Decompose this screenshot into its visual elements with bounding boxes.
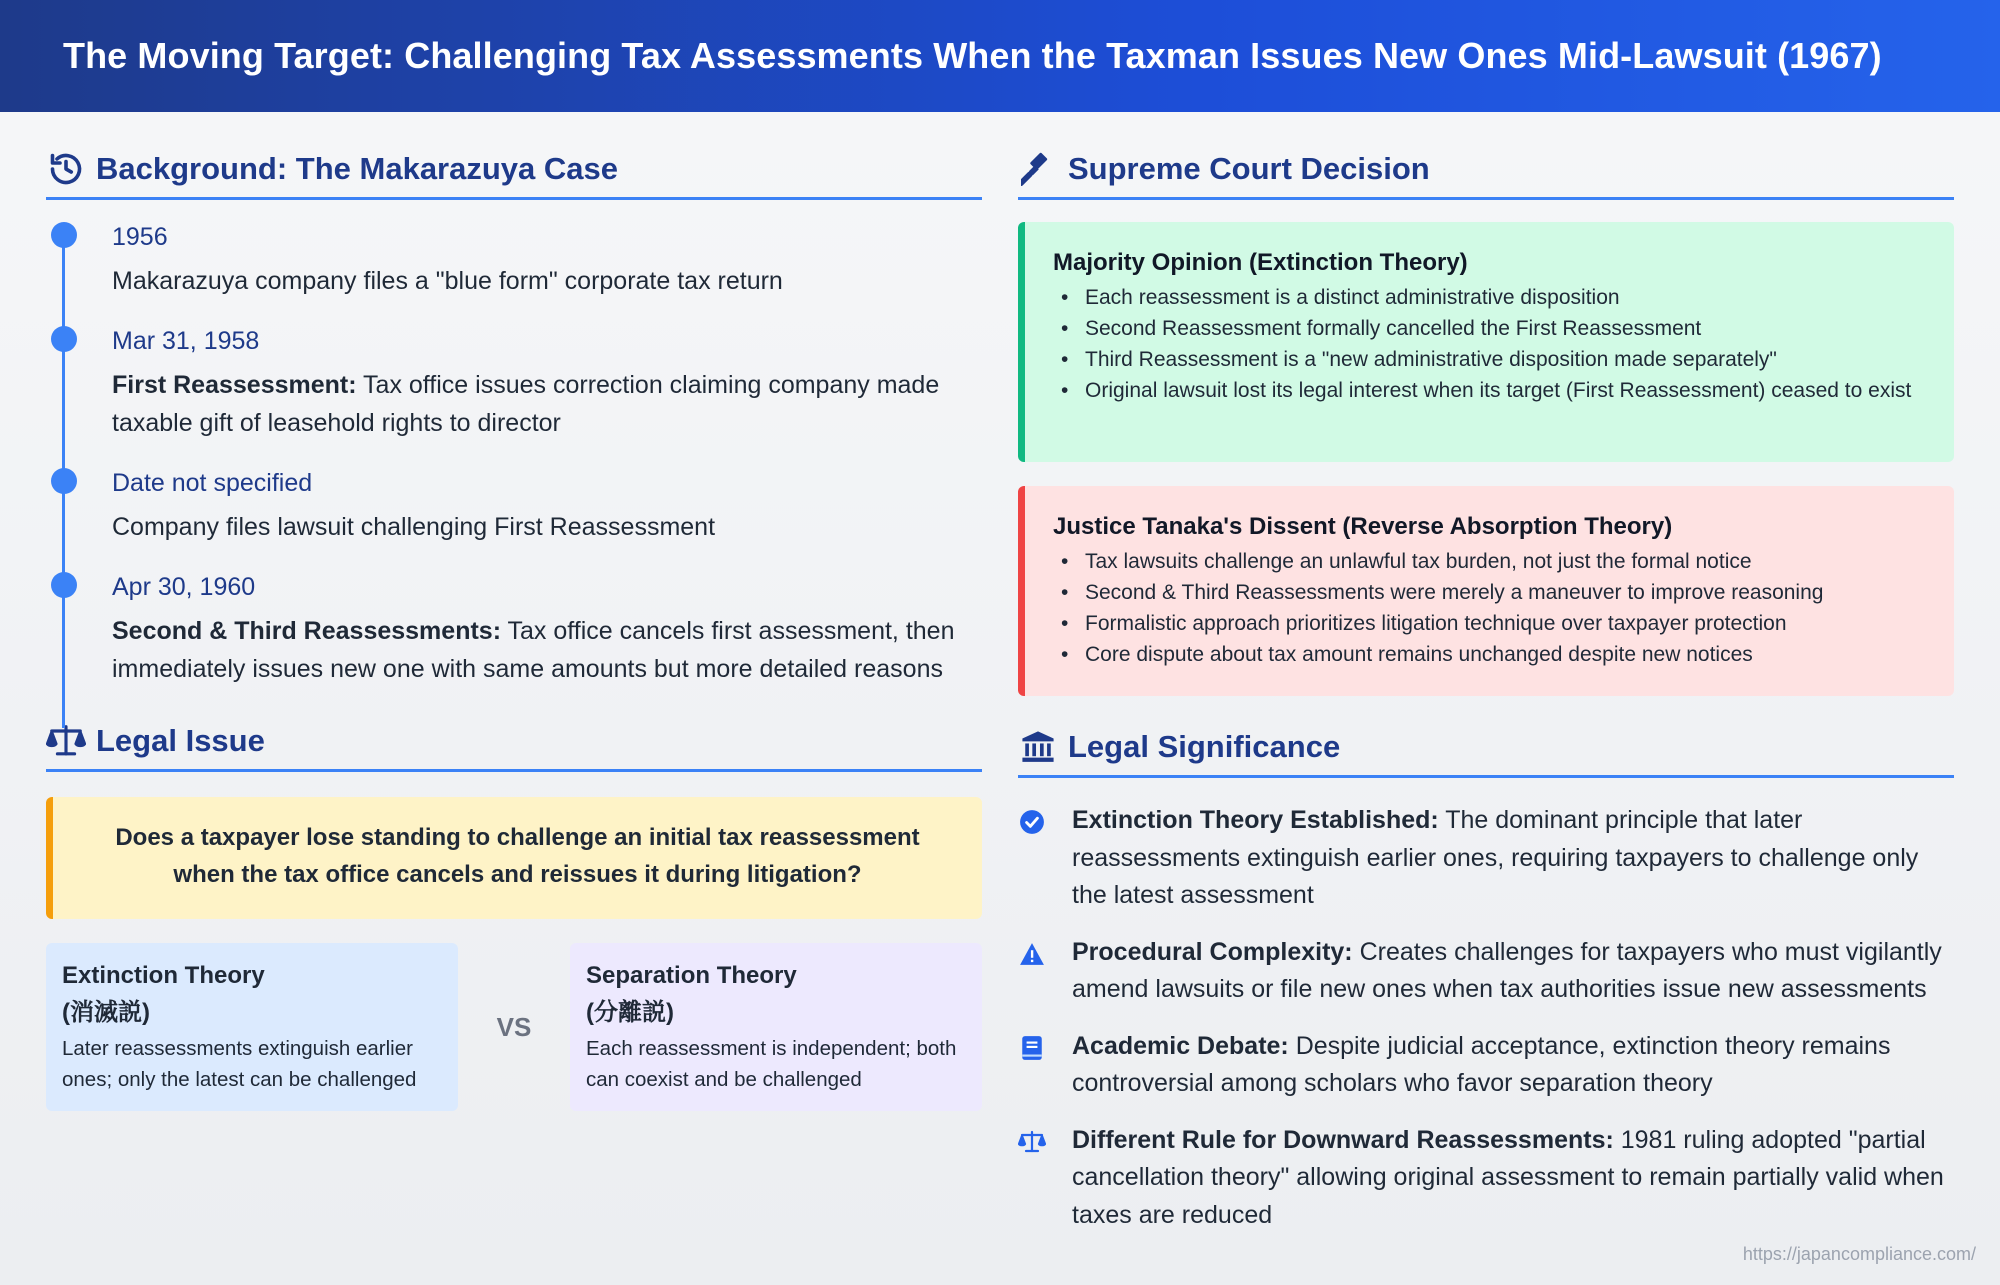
timeline-dot xyxy=(51,222,77,248)
timeline-text xyxy=(112,612,982,688)
gavel-icon xyxy=(1018,149,1058,189)
theory-description: Later reassessments extinguish earlier ones; only the latest can be challenged xyxy=(62,1037,417,1091)
majority-title: Majority Opinion (Extinction Theory) xyxy=(1053,249,1468,276)
dissent-title: Justice Tanaka's Dissent (Reverse Absorption Theory) xyxy=(1053,513,1673,540)
theory-title-jp: (分離説) xyxy=(586,999,674,1026)
book-icon xyxy=(1018,1034,1046,1062)
background-section-header xyxy=(46,140,982,200)
timeline-dot xyxy=(51,572,77,598)
significance-list xyxy=(1018,802,1954,1234)
decision-section-header xyxy=(1018,140,1954,200)
timeline-text-body: Makarazuya company files a "blue form" corporate tax return xyxy=(112,267,783,295)
footer-url: https://japancompliance.com/ xyxy=(1742,1244,1976,1264)
theory-title-en: Extinction Theory xyxy=(62,962,265,989)
page-header xyxy=(0,0,2000,112)
significance-item xyxy=(1018,802,1954,915)
timeline-text-body: Tax office issues correction claiming company made taxable gift of leasehold rights to director xyxy=(112,371,940,437)
theory-title-jp: (消滅説) xyxy=(62,999,150,1026)
timeline-text xyxy=(112,366,982,442)
timeline-item xyxy=(112,324,982,442)
theory-title xyxy=(62,957,442,1031)
right-column xyxy=(1018,140,1954,1253)
significance-item xyxy=(1018,1122,1954,1235)
separation-theory-card xyxy=(570,943,982,1111)
history-icon xyxy=(46,149,86,189)
extinction-theory-card xyxy=(46,943,458,1111)
significance-item xyxy=(1018,1028,1954,1103)
legal-issue-section-header xyxy=(46,712,982,772)
list-item: • Original lawsuit lost its legal interest when its target (First Reassessment) ceased to exist xyxy=(1053,375,1926,406)
timeline-text xyxy=(112,508,982,546)
theory-title-en: Separation Theory xyxy=(586,962,797,989)
timeline-dot xyxy=(51,468,77,494)
list-item: • Tax lawsuits challenge an unlawful tax burden, not just the formal notice xyxy=(1053,546,1926,577)
theory-description: Each reassessment is independent; both can coexist and be challenged xyxy=(586,1037,957,1091)
dissent-opinion-box xyxy=(1018,486,1954,696)
timeline-date: Mar 31, 1958 xyxy=(112,327,260,355)
scale-icon xyxy=(46,721,86,761)
list-item: • Third Reassessment is a "new administrative disposition made separately" xyxy=(1053,344,1926,375)
timeline-date: Date not specified xyxy=(112,469,313,497)
timeline-text-bold: Second & Third Reassessments: xyxy=(112,617,502,645)
timeline-text xyxy=(112,262,982,300)
legal-question-box: Does a taxpayer lose standing to challenge an initial tax reassessment when the tax office cancels and reissues it during litigation? xyxy=(46,797,982,919)
significance-item-text: Creates challenges for taxpayers who must vigilantly amend lawsuits or file new ones when tax authorities issue new assessments xyxy=(1072,937,1942,1003)
timeline-item xyxy=(112,570,982,688)
significance-item-title: Procedural Complexity: xyxy=(1072,937,1353,966)
timeline-item xyxy=(112,220,982,300)
significance-item-text: 1981 ruling adopted "partial cancellation theory" allowing original assessment to remain partially valid when taxes are reduced xyxy=(1072,1125,1944,1229)
timeline-text-body: Company files lawsuit challenging First Reassessment xyxy=(112,513,716,541)
decision-heading: Supreme Court Decision xyxy=(1068,150,1430,186)
timeline-item xyxy=(112,466,982,546)
left-column xyxy=(46,140,982,1111)
significance-item-title: Extinction Theory Established: xyxy=(1072,806,1439,834)
warning-icon xyxy=(1018,940,1046,968)
vs-label: VS xyxy=(496,1011,532,1042)
significance-item-title: Different Rule for Downward Reassessments: xyxy=(1072,1125,1614,1154)
significance-item-title: Academic Debate: xyxy=(1072,1031,1289,1060)
timeline-date: Apr 30, 1960 xyxy=(112,573,256,601)
significance-heading: Legal Significance xyxy=(1068,728,1341,764)
list-item: • Formalistic approach prioritizes litigation technique over taxpayer protection xyxy=(1053,608,1926,639)
dissent-points xyxy=(1053,546,1926,670)
timeline xyxy=(46,220,982,688)
timeline-date: 1956 xyxy=(112,223,168,251)
timeline-text-bold: First Reassessment: xyxy=(112,371,357,399)
check-circle-icon xyxy=(1018,808,1046,836)
list-item: • Second Reassessment formally cancelled the First Reassessment xyxy=(1053,313,1926,344)
list-item: • Each reassessment is a distinct administrative disposition xyxy=(1053,282,1926,313)
significance-item-text: Despite judicial acceptance, extinction theory remains controversial among scholars who favor separation theory xyxy=(1072,1031,1891,1097)
legal-issue-heading: Legal Issue xyxy=(96,722,265,758)
list-item: • Second & Third Reassessments were merely a maneuver to improve reasoning xyxy=(1053,577,1926,608)
timeline-text-body: Tax office cancels first assessment, then immediately issues new one with same amounts but more detailed reasons xyxy=(112,617,955,683)
timeline-dot xyxy=(51,326,77,352)
theory-title xyxy=(586,957,966,1031)
majority-opinion-box xyxy=(1018,222,1954,462)
significance-item-text: The dominant principle that later reassessments extinguish earlier ones, requiring taxpayers to challenge only the latest assessment xyxy=(1072,806,1919,909)
institution-icon xyxy=(1018,727,1058,767)
page-title: The Moving Target: Challenging Tax Assessments When the Taxman Issues New Ones Mid-Lawsuit (1967) xyxy=(63,35,1882,76)
significance-section-header xyxy=(1018,718,1954,778)
list-item: • Core dispute about tax amount remains unchanged despite new notices xyxy=(1053,639,1926,670)
significance-item xyxy=(1018,934,1954,1009)
majority-points xyxy=(1053,282,1926,406)
background-heading: Background: The Makarazuya Case xyxy=(96,150,619,186)
theory-comparison xyxy=(46,943,982,1111)
scale-icon xyxy=(1018,1128,1046,1156)
